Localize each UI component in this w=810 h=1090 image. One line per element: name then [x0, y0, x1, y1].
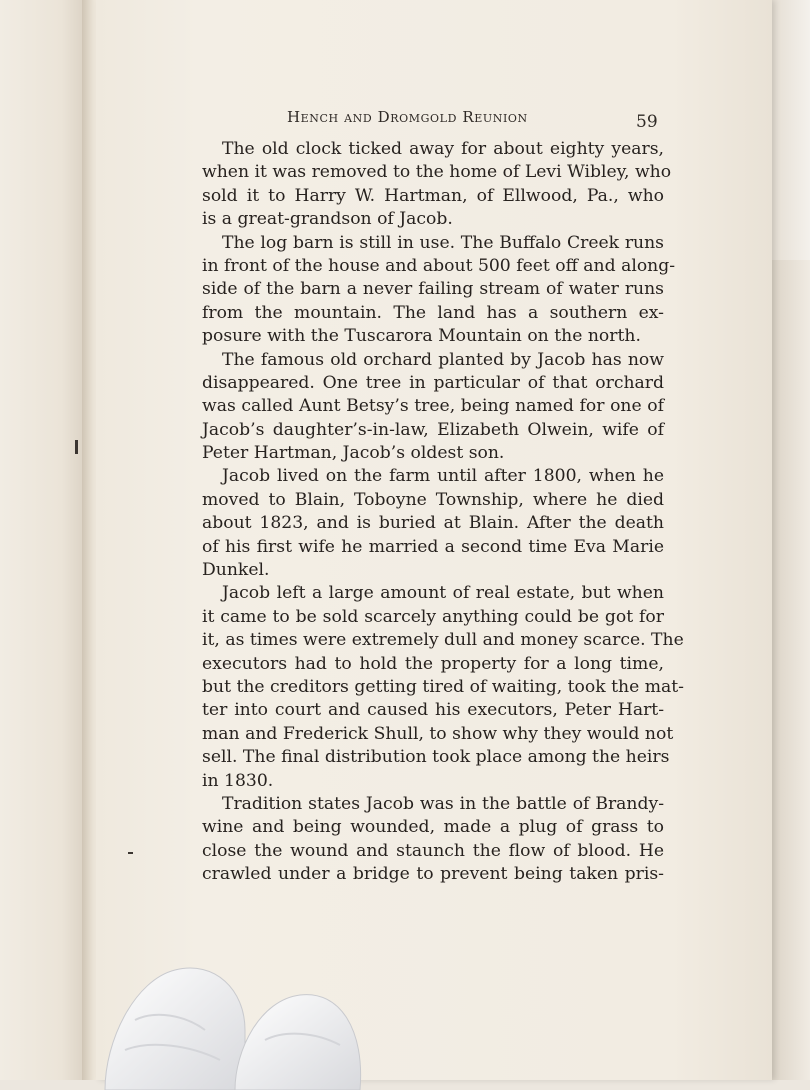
body-text	[202, 138, 684, 887]
running-header: Hench and Dromgold Reunion	[287, 108, 528, 126]
text-line: disappeared. One tree in particular of that orchard	[202, 372, 664, 393]
text-line: ter into court and caused his executors, Peter Hart-	[202, 700, 664, 721]
text-line: Peter Hartman, Jacob’s oldest son.	[202, 443, 505, 464]
text-line: The famous old orchard planted by Jacob has now	[222, 349, 664, 370]
text-line: sold it to Harry W. Hartman, of Ellwood, Pa., who	[202, 185, 664, 206]
gloved-finger	[95, 960, 395, 1090]
text-line: when it was removed to the home of Levi Wibley, who	[202, 162, 672, 183]
page-number: 59	[636, 112, 658, 132]
margin-dash	[128, 852, 133, 854]
text-line: side of the barn a never failing stream of water runs	[202, 279, 664, 300]
text-line: executors had to hold the property for a long time,	[202, 653, 664, 674]
text-line: in front of the house and about 500 feet off and along-	[202, 255, 676, 276]
text-line: man and Frederick Shull, to show why they would not	[202, 723, 674, 744]
text-line: it came to be sold scarcely anything could be got for	[202, 606, 664, 627]
margin-mark	[75, 440, 78, 454]
text-line: The log barn is still in use. The Buffalo Creek runs	[222, 232, 664, 253]
text-line: but the creditors getting tired of waiting, took the mat-	[202, 676, 684, 697]
text-line: of his first wife he married a second time Eva Marie	[202, 536, 664, 557]
left-page	[0, 0, 88, 1080]
text-line: sell. The final distribution took place among the heirs	[202, 747, 670, 768]
text-line: Dunkel.	[202, 560, 270, 581]
text-line: in 1830.	[202, 770, 274, 791]
text-line: crawled under a bridge to prevent being taken pris-	[202, 864, 664, 885]
text-line: wine and being wounded, made a plug of grass to	[202, 817, 664, 838]
text-line: Jacob’s daughter’s-in-law, Elizabeth Olwein, wife of	[202, 419, 664, 440]
text-line: moved to Blain, Toboyne Township, where he died	[202, 489, 664, 510]
text-line: Tradition states Jacob was in the battle of Brandy-	[222, 793, 664, 814]
text-line: posure with the Tuscarora Mountain on the north.	[202, 326, 641, 347]
text-line: The old clock ticked away for about eighty years,	[222, 139, 664, 159]
text-line: is a great-grandson of Jacob.	[202, 209, 453, 230]
text-line: Jacob left a large amount of real estate, but when	[222, 583, 664, 604]
text-line: it, as times were extremely dull and money scarce. The	[202, 630, 684, 651]
text-line: Jacob lived on the farm until after 1800, when he	[222, 466, 664, 487]
page-stack-edge	[772, 260, 810, 1080]
text-line: close the wound and staunch the flow of blood. He	[202, 840, 664, 861]
text-line: about 1823, and is buried at Blain. After the death	[202, 513, 664, 534]
text-line: from the mountain. The land has a southern ex-	[202, 302, 664, 323]
text-line: was called Aunt Betsy’s tree, being named for one of	[202, 396, 664, 417]
